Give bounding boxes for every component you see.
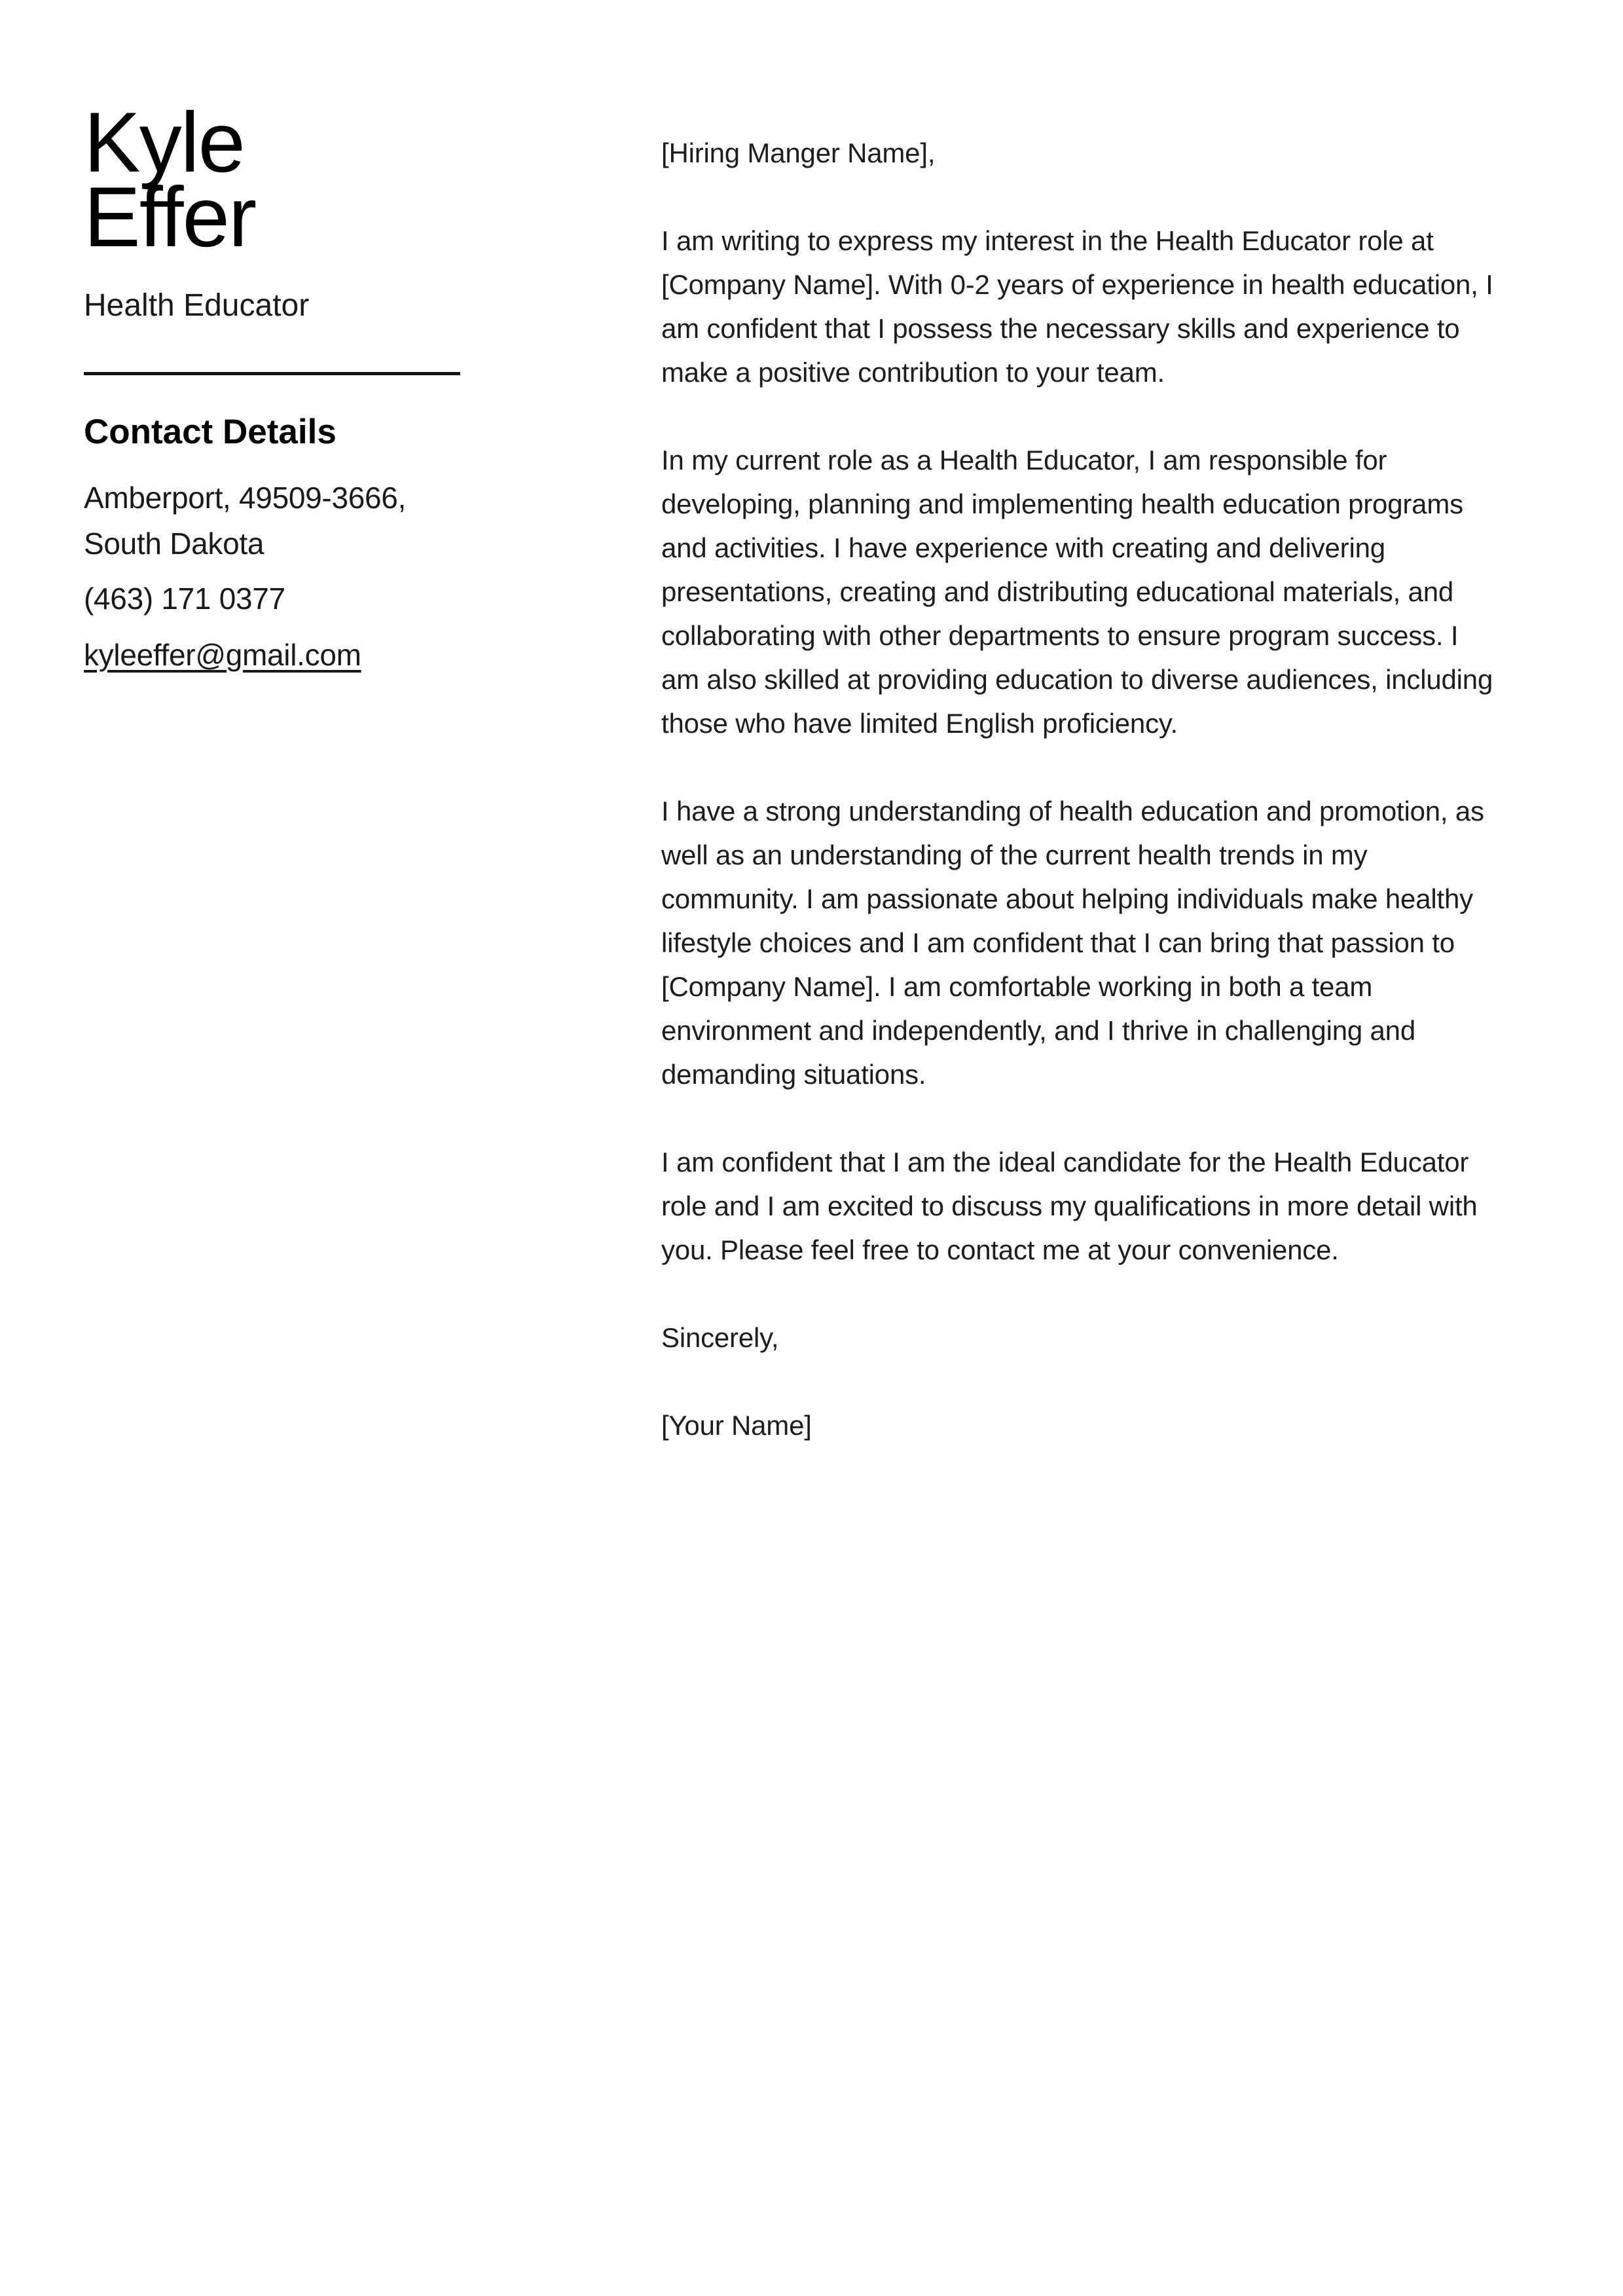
job-title: Health Educator xyxy=(84,288,310,323)
sidebar xyxy=(84,94,464,678)
letter-body xyxy=(661,131,1503,1447)
address xyxy=(84,475,464,566)
letter-paragraph: I am confident that I am the ideal candidate for the Health Educator role and I am excited to discuss my qualifications in more detail with you. Please feel free to contact me at your convenience. xyxy=(661,1147,1478,1265)
letter-paragraph: In my current role as a Health Educator, I am responsible for developing, planning and implementing health education programs and activities. I have experience with creating and delivering presentations, creating and distributing educational materials, and collaborating with other departments to ensure program success. I am also skilled at providing education to diverse audiences, including those who have limited English proficiency. xyxy=(661,445,1493,739)
phone-number: (463) 171 0377 xyxy=(84,582,285,616)
letter-paragraph: I have a strong understanding of health education and promotion, as well as an understanding of the current health trends in my community. I am passionate about helping individuals make healthy lifestyle choices and I am confident that I can bring that passion to [Company Name]. I am comfortable working in both a team environment and independently, and I thrive in challenging and demanding situations. xyxy=(661,796,1484,1090)
greeting: [Hiring Manger Name], xyxy=(661,138,936,168)
email xyxy=(84,632,464,678)
address-line-2: South Dakota xyxy=(84,527,264,561)
candidate-last-name: Effer xyxy=(84,169,256,265)
candidate-first-name: Kyle xyxy=(84,94,244,190)
closing: Sincerely, xyxy=(661,1322,779,1353)
divider-line xyxy=(84,372,460,375)
candidate-name xyxy=(84,94,464,265)
address-line-1: Amberport, 49509-3666, xyxy=(84,481,407,515)
contact-details-heading: Contact Details xyxy=(84,413,337,451)
signature-placeholder: [Your Name] xyxy=(661,1410,812,1441)
letter-paragraph: I am writing to express my interest in the Health Educator role at [Company Name]. With 0-2 years of experience in health education, I am confident that I possess the necessary skills and experience to make a positive contribution to your team. xyxy=(661,225,1493,388)
email-link[interactable]: kyleeffer@gmail.com xyxy=(84,638,361,672)
